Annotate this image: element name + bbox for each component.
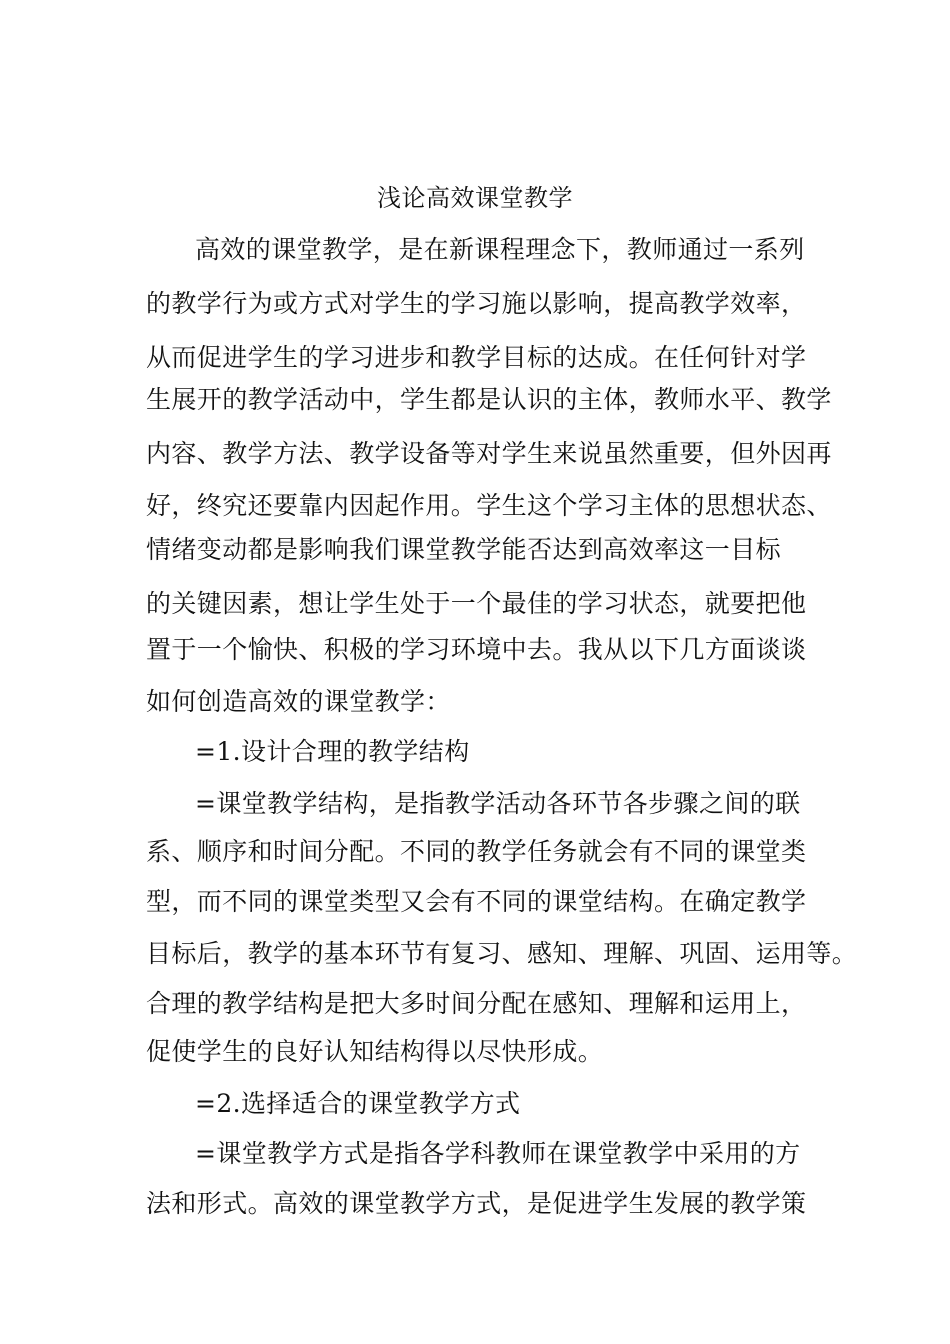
paragraph-line: 高效的课堂教学，是在新课程理念下，教师通过一系列 bbox=[195, 235, 805, 264]
paragraph-line: 目标后，教学的基本环节有复习、感知、理解、巩固、运用等。 bbox=[146, 939, 858, 968]
paragraph-line: =课堂教学结构，是指教学活动各环节各步骤之间的联 bbox=[195, 789, 801, 818]
paragraph-line: 型，而不同的课堂类型又会有不同的课堂结构。在确定教学 bbox=[146, 887, 807, 916]
paragraph-line: 系、顺序和时间分配。不同的教学任务就会有不同的课堂类 bbox=[146, 837, 807, 866]
paragraph-line: 生展开的教学活动中，学生都是认识的主体，教师水平、教学 bbox=[146, 385, 832, 414]
section-heading: =2.选择适合的课堂教学方式 bbox=[195, 1089, 521, 1118]
paragraph-line: 好，终究还要靠内因起作用。学生这个学习主体的思想状态、 bbox=[146, 491, 832, 520]
document-title: 浅论高效课堂教学 bbox=[377, 184, 573, 212]
paragraph-line: 法和形式。高效的课堂教学方式，是促进学生发展的教学策 bbox=[146, 1189, 807, 1218]
paragraph-line: 内容、教学方法、教学设备等对学生来说虽然重要，但外因再 bbox=[146, 439, 832, 468]
section-heading: =1.设计合理的教学结构 bbox=[195, 737, 470, 766]
paragraph-line: 合理的教学结构是把大多时间分配在感知、理解和运用上， bbox=[146, 989, 807, 1018]
paragraph-line: 从而促进学生的学习进步和教学目标的达成。在任何针对学 bbox=[146, 343, 807, 372]
paragraph-line: 如何创造高效的课堂教学： bbox=[146, 687, 451, 716]
paragraph-line: 促使学生的良好认知结构得以尽快形成。 bbox=[146, 1037, 604, 1066]
paragraph-line: 的关键因素，想让学生处于一个最佳的学习状态，就要把他 bbox=[146, 589, 807, 618]
paragraph-line: 置于一个愉快、积极的学习环境中去。我从以下几方面谈谈 bbox=[146, 635, 807, 664]
paragraph-line: 的教学行为或方式对学生的学习施以影响，提高教学效率， bbox=[146, 289, 807, 318]
paragraph-line: =课堂教学方式是指各学科教师在课堂教学中采用的方 bbox=[195, 1139, 801, 1168]
paragraph-line: 情绪变动都是影响我们课堂教学能否达到高效率这一目标 bbox=[146, 535, 782, 564]
